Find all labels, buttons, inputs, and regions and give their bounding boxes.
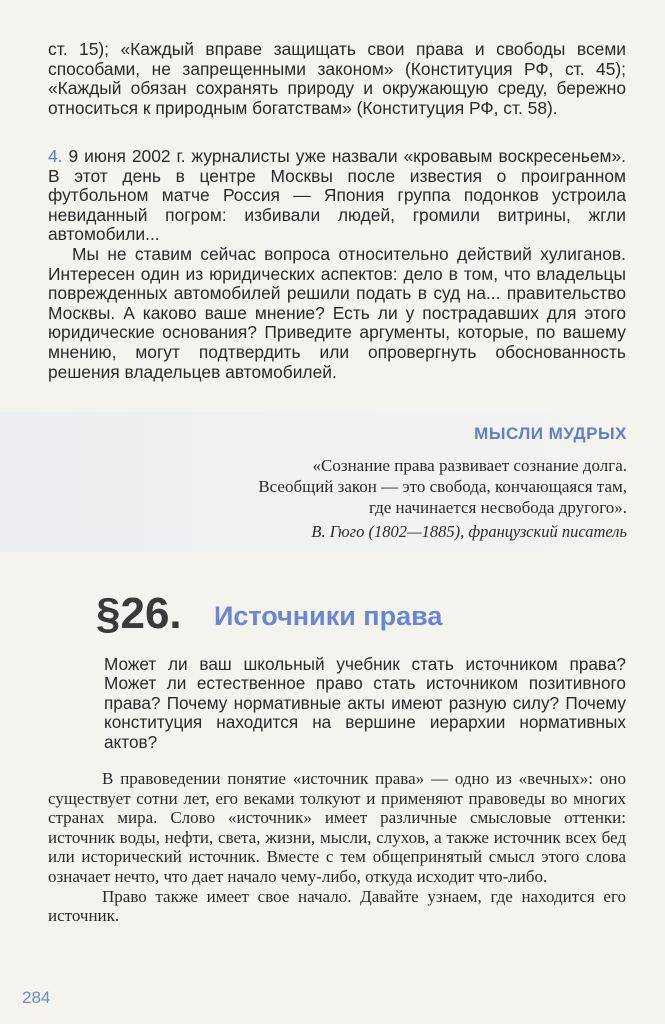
page-number: 284 xyxy=(22,988,51,1007)
top-paragraph-text: ст. 15); «Каждый вправе защищать свои права и свободы всеми способами, не запрещенными законом» (Конституция РФ, ст. 45); «Каждый обязан сохранять природу и окружающую среду, бережно относиться к природным богатствам» (Конституция РФ, ст. 58). xyxy=(48,39,626,118)
task-number: 4. xyxy=(48,146,63,166)
section-number: §26. xyxy=(96,589,182,638)
task-4-paragraph xyxy=(48,147,626,245)
intro-questions: Может ли ваш школьный учебник стать источником права? Может ли естественное право стать источником позитивного права? Почему нормативные акты имеют разную силу? Почему конституция находится на вершине иерархии нормативных актов? xyxy=(104,654,626,752)
body-text xyxy=(48,769,626,926)
quote-line: где начинается несвобода другого». xyxy=(368,498,627,517)
quote-line: Всеобщий закон — это свобода, кончающаяся там, xyxy=(258,477,627,496)
hugo-quote xyxy=(107,455,627,518)
section-title: Источники права xyxy=(214,601,443,631)
task-4-text-2: Мы не ставим сейчас вопроса относительно действий хулиганов. Интересен один из юридических аспектов: дело в том, что владельцы поврежденных автомобилей решили подать в суд на... правительство Москвы. А каково ваше мнение? Есть ли у пострадавших для этого юридические основания? Приведите аргументы, которые, по вашему мнению, могут подтвердить или опровергнуть обоснованность решения владельцев автомобилей. xyxy=(48,243,626,382)
body-paragraph: В правоведении понятие «источник права» — одно из «вечных»: оно существует сотни лет, его веками толкуют и применяют правоведы во многих странах мира. Слово «источник» имеет различные смысловые оттенки: источник воды, нефти, света, жизни, мысли, слухов, а также источник всех бед или исторический источник. Вместе с тем общепринятый смысл этого слова означает нечто, что дает начало чему-либо, откуда исходит что-либо. xyxy=(48,769,626,886)
quote-line: «Сознание права развивает сознание долга. xyxy=(312,456,627,475)
top-paragraph xyxy=(48,40,626,118)
wise-thoughts-heading: МЫСЛИ МУДРЫХ xyxy=(474,424,627,443)
task-4-text: 9 июня 2002 г. журналисты уже назвали «кровавым воскресеньем». В этот день в центре Москвы после известия о проигранном футбольном матче Россия — Япония группа подонков устроила невиданный погром: избивали людей, громили витрины, жгли автомобили... xyxy=(48,146,626,245)
quote-author: В. Гюго (1802—1885), французский писатель xyxy=(311,522,627,541)
body-paragraph: Право также имеет свое начало. Давайте узнаем, где находится его источник. xyxy=(48,886,626,926)
task-4 xyxy=(48,147,626,382)
